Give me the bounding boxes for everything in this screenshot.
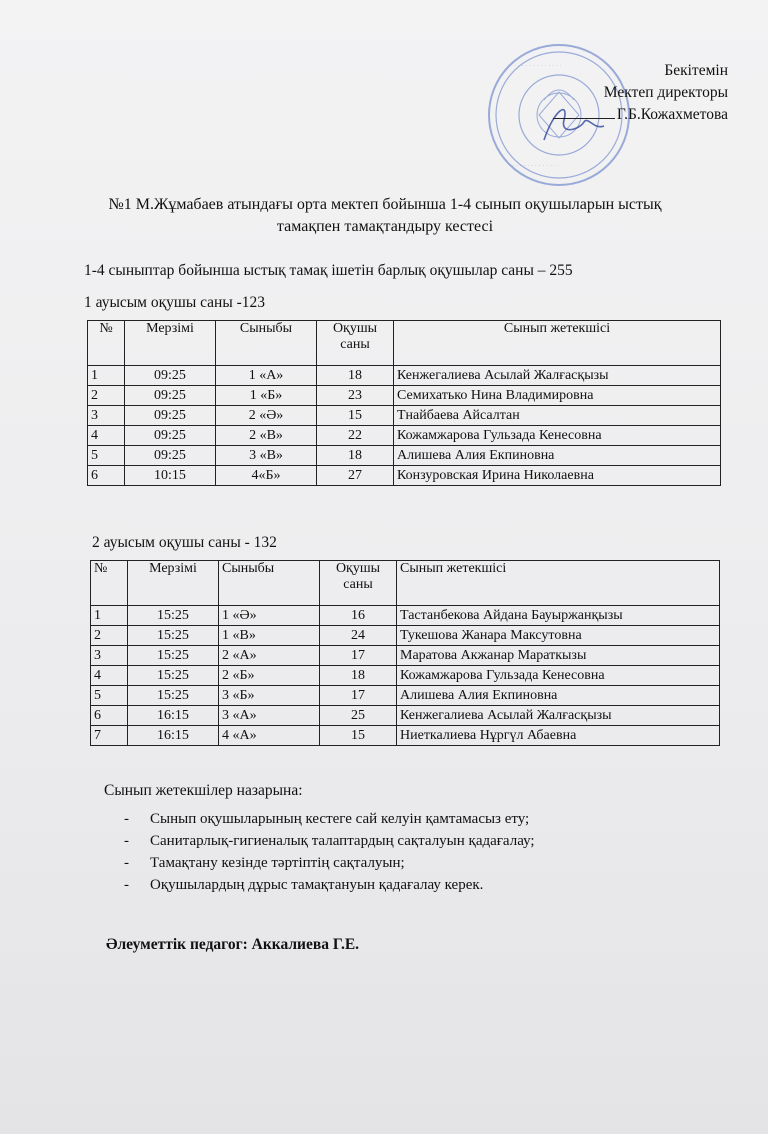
cell-teacher: Кенжегалиева Асылай Жалғасқызы	[394, 366, 721, 386]
cell-class: 1 «Ә»	[219, 606, 320, 626]
table-row	[91, 626, 720, 646]
cell-teacher: Семихатько Нина Владимировна	[394, 386, 721, 406]
cell-count: 22	[317, 426, 394, 446]
cell-count: 18	[317, 446, 394, 466]
cell-num: 6	[91, 706, 128, 726]
table-header-row	[88, 321, 721, 366]
cell-time: 09:25	[125, 366, 216, 386]
list-item: - Тамақтану кезінде тәртіптің сақталуын;	[124, 852, 535, 874]
list-item: - Сынып оқушыларының кестеге сай келуін қамтамасыз ету;	[124, 808, 535, 830]
cell-teacher: Тастанбекова Айдана Бауыржанқызы	[397, 606, 720, 626]
header-time: Мерзімі	[128, 561, 219, 606]
cell-num: 1	[88, 366, 125, 386]
list-item: - Санитарлық-гигиеналық талаптардың сақталуын қадағалау;	[124, 830, 535, 852]
cell-class: 2 «В»	[216, 426, 317, 446]
cell-time: 15:25	[128, 646, 219, 666]
cell-teacher: Тнайбаева Айсалтан	[394, 406, 721, 426]
approval-position: Мектеп директоры	[603, 84, 728, 101]
cell-class: 1 «А»	[216, 366, 317, 386]
header-class: Сыныбы	[216, 321, 317, 366]
shift2-table	[90, 560, 720, 746]
cell-num: 3	[88, 406, 125, 426]
cell-teacher: Ниеткалиева Нұргүл Абаевна	[397, 726, 720, 746]
header-num: №	[91, 561, 128, 606]
cell-class: 1 «Б»	[216, 386, 317, 406]
cell-num: 5	[88, 446, 125, 466]
cell-class: 2 «Ә»	[216, 406, 317, 426]
cell-teacher: Кожамжарова Гульзада Кенесовна	[397, 666, 720, 686]
cell-time: 15:25	[128, 666, 219, 686]
table-row	[91, 686, 720, 706]
cell-count: 25	[320, 706, 397, 726]
cell-num: 2	[88, 386, 125, 406]
cell-num: 4	[91, 666, 128, 686]
approval-block	[553, 60, 728, 126]
cell-num: 1	[91, 606, 128, 626]
header-count-line1: Оқушы	[332, 321, 378, 336]
cell-count: 18	[320, 666, 397, 686]
cell-class: 4«Б»	[216, 466, 317, 486]
signature-underline	[553, 118, 615, 119]
cell-class: 2 «А»	[219, 646, 320, 666]
cell-count: 17	[320, 646, 397, 666]
svg-text:· · · · · · · · · · · · ·: · · · · · · · · · · · · ·	[512, 163, 560, 170]
table-row	[91, 706, 720, 726]
cell-time: 15:25	[128, 606, 219, 626]
header-count-line1: Оқушы	[335, 561, 381, 576]
cell-num: 7	[91, 726, 128, 746]
cell-time: 10:15	[125, 466, 216, 486]
shift1-table	[87, 320, 721, 486]
cell-teacher: Кожамжарова Гульзада Кенесовна	[394, 426, 721, 446]
cell-num: 3	[91, 646, 128, 666]
cell-time: 15:25	[128, 626, 219, 646]
director-name: Г.Б.Кожахметова	[616, 106, 728, 123]
title-line-1: №1 М.Жұмабаев атындағы орта мектеп бойынша 1-4 сынып оқушыларын ыстық	[108, 196, 662, 213]
header-count-line2: саны	[340, 337, 370, 352]
title-line-2: тамақпен тамақтандыру кестесі	[276, 218, 494, 235]
social-pedagogue-signature: Әлеуметтік педагог: Аккалиева Г.Е.	[106, 936, 360, 953]
table-row	[91, 646, 720, 666]
table-row	[91, 726, 720, 746]
shift2-label: 2 ауысым оқушы саны - 132	[92, 534, 277, 551]
cell-class: 4 «А»	[219, 726, 320, 746]
cell-time: 16:15	[128, 706, 219, 726]
cell-time: 09:25	[125, 406, 216, 426]
table-row	[91, 606, 720, 626]
table-row	[88, 366, 721, 386]
header-class: Сыныбы	[219, 561, 320, 606]
header-count	[320, 561, 397, 606]
cell-count: 16	[320, 606, 397, 626]
cell-count: 27	[317, 466, 394, 486]
header-teacher: Сынып жетекшісі	[394, 321, 721, 366]
cell-num: 2	[91, 626, 128, 646]
cell-time: 09:25	[125, 446, 216, 466]
cell-teacher: Тукешова Жанара Максутовна	[397, 626, 720, 646]
cell-num: 6	[88, 466, 125, 486]
total-students: 1-4 сыныптар бойынша ыстық тамақ ішетін барлық оқушылар саны – 255	[84, 262, 573, 279]
cell-count: 15	[317, 406, 394, 426]
table-row	[88, 446, 721, 466]
cell-teacher: Кенжегалиева Асылай Жалғасқызы	[397, 706, 720, 726]
cell-teacher: Конзуровская Ирина Николаевна	[394, 466, 721, 486]
cell-class: 1 «В»	[219, 626, 320, 646]
document-title	[60, 194, 710, 238]
cell-count: 17	[320, 686, 397, 706]
cell-count: 18	[317, 366, 394, 386]
cell-teacher: Маратова Акжанар Мараткызы	[397, 646, 720, 666]
cell-time: 09:25	[125, 426, 216, 446]
cell-time: 16:15	[128, 726, 219, 746]
list-item: - Оқушылардың дұрыс тамақтануын қадағалау керек.	[124, 874, 535, 896]
cell-class: 3 «А»	[219, 706, 320, 726]
cell-count: 15	[320, 726, 397, 746]
notes-list	[124, 808, 535, 896]
cell-time: 15:25	[128, 686, 219, 706]
cell-class: 3 «Б»	[219, 686, 320, 706]
cell-num: 4	[88, 426, 125, 446]
cell-teacher: Алишева Алия Екпиновна	[394, 446, 721, 466]
table-row	[88, 386, 721, 406]
header-num: №	[88, 321, 125, 366]
shift1-label: 1 ауысым оқушы саны -123	[84, 294, 266, 311]
cell-teacher: Алишева Алия Екпиновна	[397, 686, 720, 706]
approval-heading: Бекітемін	[664, 62, 728, 79]
cell-class: 3 «В»	[216, 446, 317, 466]
table-row	[88, 406, 721, 426]
table-row	[91, 666, 720, 686]
cell-count: 23	[317, 386, 394, 406]
header-count	[317, 321, 394, 366]
cell-class: 2 «Б»	[219, 666, 320, 686]
header-teacher: Сынып жетекшісі	[397, 561, 720, 606]
svg-text:· · · · · · · · · · · · ·: · · · · · · · · · · · · ·	[514, 63, 562, 70]
cell-time: 09:25	[125, 386, 216, 406]
notes-title: Сынып жетекшілер назарына:	[104, 782, 303, 799]
cell-count: 24	[320, 626, 397, 646]
table-row	[88, 426, 721, 446]
header-time: Мерзімі	[125, 321, 216, 366]
header-count-line2: саны	[343, 577, 373, 592]
approval-director-line	[553, 104, 728, 126]
table-header-row	[91, 561, 720, 606]
table-row	[88, 466, 721, 486]
cell-num: 5	[91, 686, 128, 706]
